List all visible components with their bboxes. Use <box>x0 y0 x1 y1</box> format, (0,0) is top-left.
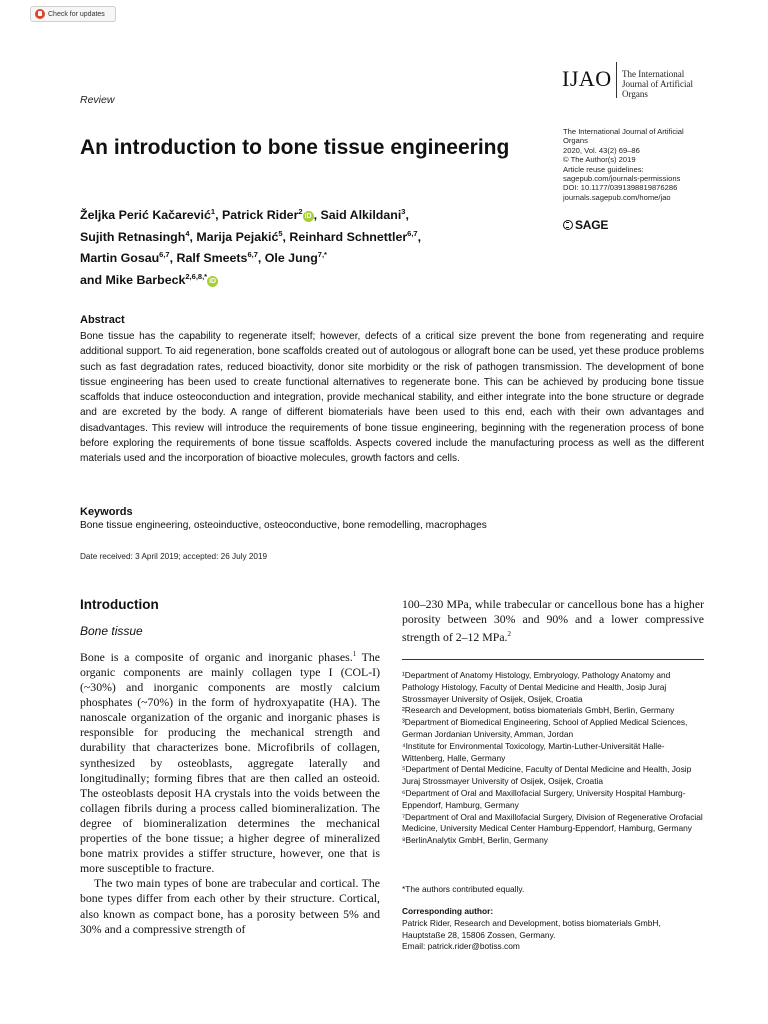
meta-link-permissions[interactable]: sagepub.com/journals-permissions <box>563 174 681 184</box>
body-paragraph: The two main types of bone are trabecular and cortical. The bone types differ from each other by their structure. Cortical, also known as compact bone, has a porosity between 5% and 30% and a compressive strength of <box>80 876 380 936</box>
author-affil: 4 <box>185 228 190 238</box>
author-name: Sujith Retnasingh <box>80 229 186 244</box>
author-affil: 2,6,8,* <box>185 271 208 281</box>
meta-line: Article reuse guidelines: <box>563 164 644 174</box>
body-text: Bone is a composite of organic and inorganic phases. <box>80 649 353 664</box>
author-affil: 6,7 <box>159 250 170 260</box>
check-for-updates-button[interactable] <box>30 6 116 22</box>
publisher-name: SAGE <box>575 218 609 232</box>
journal-name-line: Organs <box>622 89 648 99</box>
body-column-right <box>402 597 704 645</box>
affiliation-item: ¹Department of Anatomy Histology, Embryology, Pathology Anatomy and Pathology Histology, Faculty of Dental Medicine and Health, Josip Juraj Strossmayer University of Osijek, Osijek, Croatia <box>402 670 671 704</box>
author-affil: 3 <box>401 207 406 216</box>
affiliation-item: ⁸BerlinAnalytix GmbH, Berlin, Germany <box>402 835 548 846</box>
body-column-left <box>80 647 380 937</box>
affiliation-item: ⁷Department of Oral and Maxillofacial Surgery, Division of Regenerative Orofacial Medicine, University Medical Center Hamburg-Eppendorf, Hamburg, Germany <box>402 811 703 834</box>
author-name: Ralf Smeets <box>176 251 248 266</box>
article-type: Review <box>80 94 115 106</box>
article-meta <box>563 127 713 202</box>
update-icon <box>35 9 45 19</box>
affiliation-item: ²Research and Development, botiss biomaterials GmbH, Berlin, Germany <box>402 705 675 716</box>
author-list: Željka Perić Kačarević$^1$, Patrick Rider$^2$iD , Said Alkildani$^3$, Sujith Retnasingh$^4$, Marija Pejakić$^5$, Reinhard Schnettler$^{6,7}$, Martin Gosau$^{6,7}$, Ralf Smeets$^{6,7}$, Ole Jung$^{7,*}$ and Mike Barbeck$^{2,6,8,*}$iD <box>80 207 422 287</box>
section-heading: Introduction <box>80 597 159 612</box>
meta-line: Organs <box>563 136 588 146</box>
author-name: Ole Jung <box>264 251 318 266</box>
author-name: Martin Gosau <box>80 251 160 266</box>
affiliation-item: ⁴Institute for Environmental Toxicology, Martin-Luther-Universität Halle-Wittenberg, Halle, Germany <box>402 740 665 763</box>
corresponding-author <box>402 906 706 953</box>
journal-logo-abbr: IJAO <box>562 66 612 91</box>
author-name: Mike Barbeck <box>105 273 186 287</box>
body-text: 100–230 MPa, while trabecular or cancellous bone has a higher porosity between 30% and 90% and a lower compressive strength of 2–12 MPa. <box>402 597 704 645</box>
affiliations-list <box>402 670 706 847</box>
logo-divider <box>616 62 617 98</box>
author-affil: 1 <box>210 207 216 216</box>
reference-link[interactable]: 1 <box>352 650 357 658</box>
received-dates: Date received: 3 April 2019; accepted: 26 July 2019 <box>80 552 268 561</box>
abstract-heading: Abstract <box>80 314 125 326</box>
abstract-text: Bone tissue has the capability to regenerate itself; however, defects of a critical size prevent the bone from regenerating and require additional support. To aid regeneration, bone scaffolds created out of autologous or allograft bone can be used, yet these produce problems such as fast degradation rates, reduced bioactivity, donor site morbidity or the risk of pathogen transmission. The development of bone tissue engineering has been used to create functional alternatives to regenerate bone. This can be achieved by producing bone tissue scaffolds that induce osteoconduction and integration, provide mechanical stability, and either integrate into the bone structure or degrade and are excreted by the body. A range of different biomaterials have been used to this end, each with their own advantages and disadvantages. This review will introduce the requirements of bone tissue engineering, beginning with the regeneration process of bone before exploring the requirements of bone tissue scaffolds. Aspects covered include the manufacturing process as well as the different materials used and the incorporation of bioactive molecules, growth factors and cells. <box>80 331 704 465</box>
author-affil: 5 <box>278 228 283 238</box>
orcid-icon[interactable]: iD <box>304 213 312 221</box>
author-affil: 7,* <box>317 250 327 260</box>
author-affil: 6,7 <box>247 250 258 260</box>
meta-line: © The Author(s) 2019 <box>563 155 636 165</box>
keywords-heading: Keywords <box>80 506 133 518</box>
meta-line: The International Journal of Artificial <box>563 127 684 136</box>
footnote-divider <box>402 659 704 660</box>
author-name: Marija Pejakić <box>196 229 279 244</box>
contribution-note: *The authors contributed equally. <box>402 884 525 894</box>
meta-doi[interactable]: DOI: 10.1177/0391398819876286 <box>563 183 678 193</box>
sage-icon <box>563 220 573 230</box>
author-affil: 2 <box>298 207 303 216</box>
author-affil: 6,7 <box>407 228 418 238</box>
subsection-heading: Bone tissue <box>80 624 143 638</box>
author-name: Željka Perić Kačarević <box>80 208 211 223</box>
corresponding-line: Hauptstaße 28, 15806 Zossen, Germany. <box>402 929 556 940</box>
author-name: Patrick Rider <box>221 208 299 223</box>
orcid-icon[interactable]: iD <box>209 278 217 285</box>
corresponding-line: Patrick Rider, Research and Development, botiss biomaterials GmbH, <box>402 917 661 928</box>
body-text: The organic components are mainly collagen type I (COL-I) (~30%) and inorganic components are mostly calcium phosphates (~70%) in the form of hydroxyapatite (HA). The nanoscale organization of the organic and inorganic phases is responsible for producing the mechanical strength and durability that characterizes bone. Microfibrils of collagen, synthesized by osteoblasts, aggregate laterally and longitudinally; forming fibres that are then called an osteoid. The osteoblasts deposit HA crystals into the voids between the collagen fibrils during a process called biomineralization. The degree of biomineralization determines the mechanical properties of the bone tissue; a higher degree of mineralized bone matrix provides a stiffer structure, however, one that is more susceptible to fracture. <box>80 649 380 876</box>
keywords-text: Bone tissue engineering, osteoinductive, osteoconductive, bone remodelling, macrophages <box>80 520 487 531</box>
journal-name-line: The International <box>622 69 685 79</box>
author-name: Said Alkildani <box>320 208 402 223</box>
journal-logo-name <box>622 69 722 99</box>
author-name: Reinhard Schnettler <box>289 229 408 244</box>
author-conjunction: and <box>80 273 103 287</box>
corresponding-heading: Corresponding author: <box>402 906 494 916</box>
body-paragraph <box>80 647 380 876</box>
check-for-updates-label: Check for updates <box>48 10 105 18</box>
affiliation-item: ⁵Department of Dental Medicine, Faculty of Dental Medicine and Health, Josip Juraj Strossmayer University of Osijek, Osijek, Croatia <box>402 764 692 787</box>
corresponding-email[interactable]: Email: patrick.rider@botiss.com <box>402 941 520 952</box>
meta-line: 2020, Vol. 43(2) 69–86 <box>563 145 640 155</box>
reference-link[interactable]: 2 <box>507 630 512 639</box>
publisher-logo <box>563 218 608 232</box>
affiliation-item: ³Department of Biomedical Engineering, School of Applied Medical Sciences, German Jordanian University, Amman, Jordan <box>402 717 688 739</box>
journal-name-line: Journal of Artificial <box>622 79 693 89</box>
meta-link-journal[interactable]: journals.sagepub.com/home/jao <box>563 192 671 202</box>
affiliation-item: ⁶Department of Oral and Maxillofacial Surgery, University Hospital Hamburg-Eppendorf, Hamburg, Germany <box>402 787 686 810</box>
article-title: An introduction to bone tissue engineering <box>80 136 510 159</box>
